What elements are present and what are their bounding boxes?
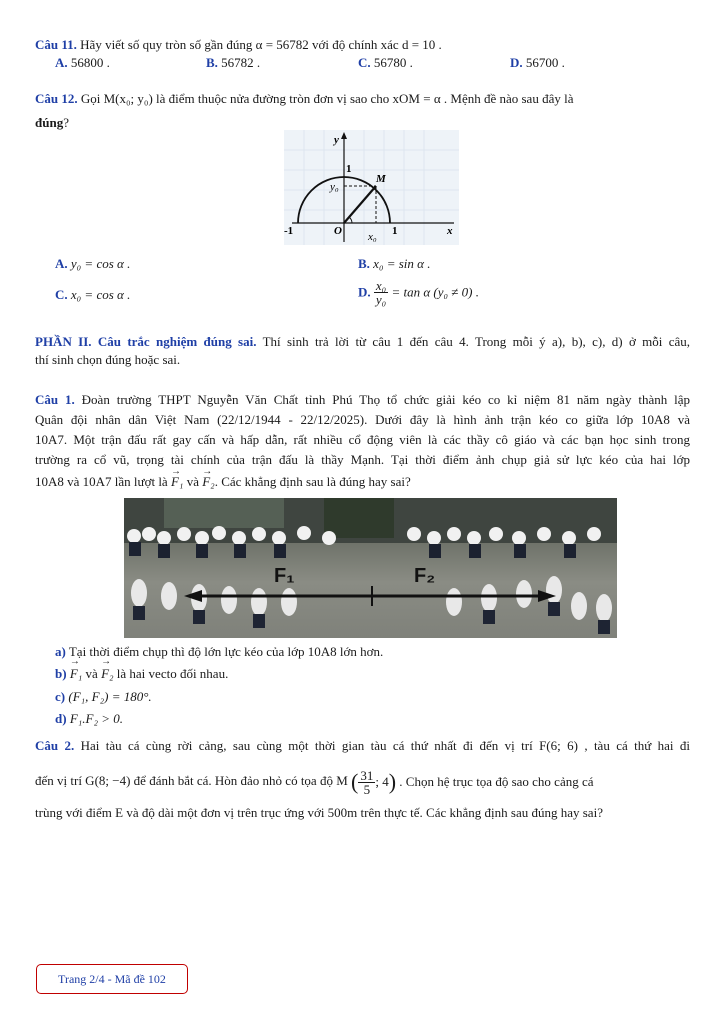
q2-text-1: Hai tàu cá cùng rời cảng, sau cùng một thời gian tàu cá thứ nhất đi đến vị trí F(6; 6) , tàu cá thứ hai đi: [80, 738, 691, 753]
photo-label-f1: F₁: [274, 565, 295, 587]
item-text: Tại thời điểm chụp thì độ lớn lực kéo của lớp 10A8 lớn hơn.: [68, 644, 384, 659]
item-text: là hai vecto đối nhau.: [116, 666, 229, 681]
q11-option-d[interactable]: [510, 55, 565, 71]
q1-item-d[interactable]: [55, 711, 123, 727]
fraction-numerator: 31: [360, 767, 374, 783]
unit-circle-figure: [284, 130, 459, 245]
option-letter: A.: [55, 256, 68, 271]
q12-option-d[interactable]: [358, 279, 479, 306]
y-axis-label: y: [334, 134, 339, 146]
q11-option-a[interactable]: [55, 55, 110, 71]
label-x0: x₀: [368, 231, 377, 243]
q11-label: Câu 11.: [35, 37, 77, 52]
label-minus-one: -1: [284, 225, 294, 237]
q12-label: Câu 12.: [35, 91, 78, 106]
q2-label: Câu 2.: [35, 738, 75, 753]
option-value: y₀ = cos α .: [70, 256, 131, 271]
q12-option-b[interactable]: [358, 256, 430, 272]
item-label: c): [55, 689, 66, 704]
part2-line-2: thí sinh chọn đúng hoặc sai.: [35, 352, 181, 367]
q2-line-1: [35, 737, 690, 755]
q2-line-2: đến vị trí G(8; −4) để đánh bắt cá. Hòn đảo nhỏ có tọa độ M ( $\frac{31}{5}$ ; 4) . Chọn hệ trục tọa độ sao cho cảng cá: [35, 767, 594, 797]
fraction-denominator: y₀: [375, 292, 387, 307]
tug-of-war-photo: [124, 498, 617, 638]
part2-title: PHẦN II. Câu trắc nghiệm đúng sai.: [35, 334, 257, 349]
option-value: 56800 .: [70, 55, 110, 70]
part2-line-1: Thí sinh trả lời từ câu 1 đến câu 4. Trong mỗi ý a), b), c), d) ở mỗi câu,: [262, 334, 691, 349]
label-origin: O: [334, 225, 342, 237]
x-axis-label: x: [447, 225, 453, 237]
q1-line-2: Quân đội nhân dân Việt Nam (22/12/1944 - 22/12/2025). Dưới đây là hình ảnh trận kéo co giữa lớp 10A8 và: [35, 412, 690, 427]
q1-text-5b: và: [186, 474, 199, 489]
option-letter: A.: [55, 55, 68, 70]
q1-line-3: 10A7. Một trận đấu rất gay cấn và hấp dẫn, rất nhiều cổ động viên là các thầy cô giáo và các bạn học sinh trong: [35, 432, 690, 447]
option-letter: C.: [55, 287, 68, 302]
option-value: x₀ = sin α .: [373, 256, 431, 271]
q12-text-1: Gọi M(x₀; y₀) là điểm thuộc nửa đường tròn đơn vị sao cho xOM = α . Mệnh đề nào sau đây là: [80, 91, 574, 106]
item-conj: và: [85, 666, 98, 681]
q1-text-5a: 10A8 và 10A7 lần lượt là: [35, 474, 168, 489]
q11-text: Hãy viết số quy tròn số gần đúng α = 56782 với độ chính xác d = 10 .: [80, 37, 442, 52]
item-text: (F₁, F₂) = 180°.: [68, 689, 152, 704]
q1-text-1: Đoàn trường THPT Nguyễn Văn Chất tỉnh Phú Thọ tổ chức giải kéo co kỉ niệm 81 năm ngày thành lập: [81, 392, 690, 407]
photo-label-f2: F₂: [414, 565, 436, 587]
q2-fraction: [358, 769, 375, 796]
option-letter: D.: [510, 55, 523, 70]
label-one-x: 1: [392, 225, 398, 237]
q11-stem: [35, 36, 690, 54]
option-letter: B.: [358, 256, 370, 271]
option-value: 56782 .: [221, 55, 261, 70]
page-footer: Trang 2/4 - Mã đề 102: [36, 964, 188, 994]
q2-text-2c: . Chọn hệ trục tọa độ sao cho cảng cá: [399, 774, 594, 790]
q12-stem: [35, 90, 690, 108]
item-label: b): [55, 666, 67, 681]
q12-tail: ?: [63, 115, 69, 130]
q12-option-a[interactable]: [55, 256, 130, 272]
vector-f2: → F₂: [202, 473, 214, 491]
q11-option-b[interactable]: [206, 55, 260, 71]
option-letter: C.: [358, 55, 371, 70]
option-value: 56780 .: [373, 55, 413, 70]
q2-line-3: trùng với điểm E và độ dài một đơn vị trên trục ứng với 500m trên thực tế. Các khẳng định sau đúng hay sai?: [35, 805, 603, 820]
option-value: x₀ = cos α .: [70, 287, 131, 302]
vector-f1: → F₁: [70, 666, 82, 682]
photo-scene: [124, 498, 617, 638]
item-label: a): [55, 644, 66, 659]
option-fraction: [374, 279, 388, 306]
q1-line-4: trường ra cổ vũ, trọng tài chính của trận đấu là thầy Mạnh. Tại thời điểm ảnh chụp giả sử lực kéo của hai lớp: [35, 452, 690, 467]
q12-emphasis: đúng: [35, 115, 64, 130]
part2-intro: [35, 333, 690, 351]
q1-label: Câu 1.: [35, 392, 75, 407]
q1-line-5: [35, 473, 690, 491]
q1-item-c[interactable]: [55, 689, 152, 705]
option-letter: D.: [358, 284, 371, 300]
q1-item-b[interactable]: [55, 666, 228, 682]
label-m: M: [376, 173, 386, 185]
item-label: d): [55, 711, 67, 726]
q2-text-2b: ; 4: [375, 774, 389, 790]
vector-f1: → F₁: [171, 473, 183, 491]
q11-option-c[interactable]: [358, 55, 413, 71]
option-value: = tan α (y₀ ≠ 0) .: [391, 284, 479, 300]
fraction-denominator: 5: [363, 781, 371, 797]
label-one-y: 1: [346, 163, 352, 175]
q12-option-c[interactable]: [55, 287, 130, 303]
option-letter: B.: [206, 55, 218, 70]
q1-line-1: [35, 391, 690, 409]
vector-f2: → F₂: [101, 666, 113, 682]
fraction-numerator: x₀: [375, 278, 387, 293]
q2-text-2a: đến vị trí G(8; −4) để đánh bắt cá. Hòn đảo nhỏ có tọa độ M: [35, 773, 348, 788]
q1-text-5c: . Các khẳng định sau là đúng hay sai?: [214, 474, 411, 489]
option-value: 56700 .: [525, 55, 565, 70]
label-y0: y₀: [330, 181, 339, 193]
item-text: F₁.F₂ > 0.: [69, 711, 124, 726]
